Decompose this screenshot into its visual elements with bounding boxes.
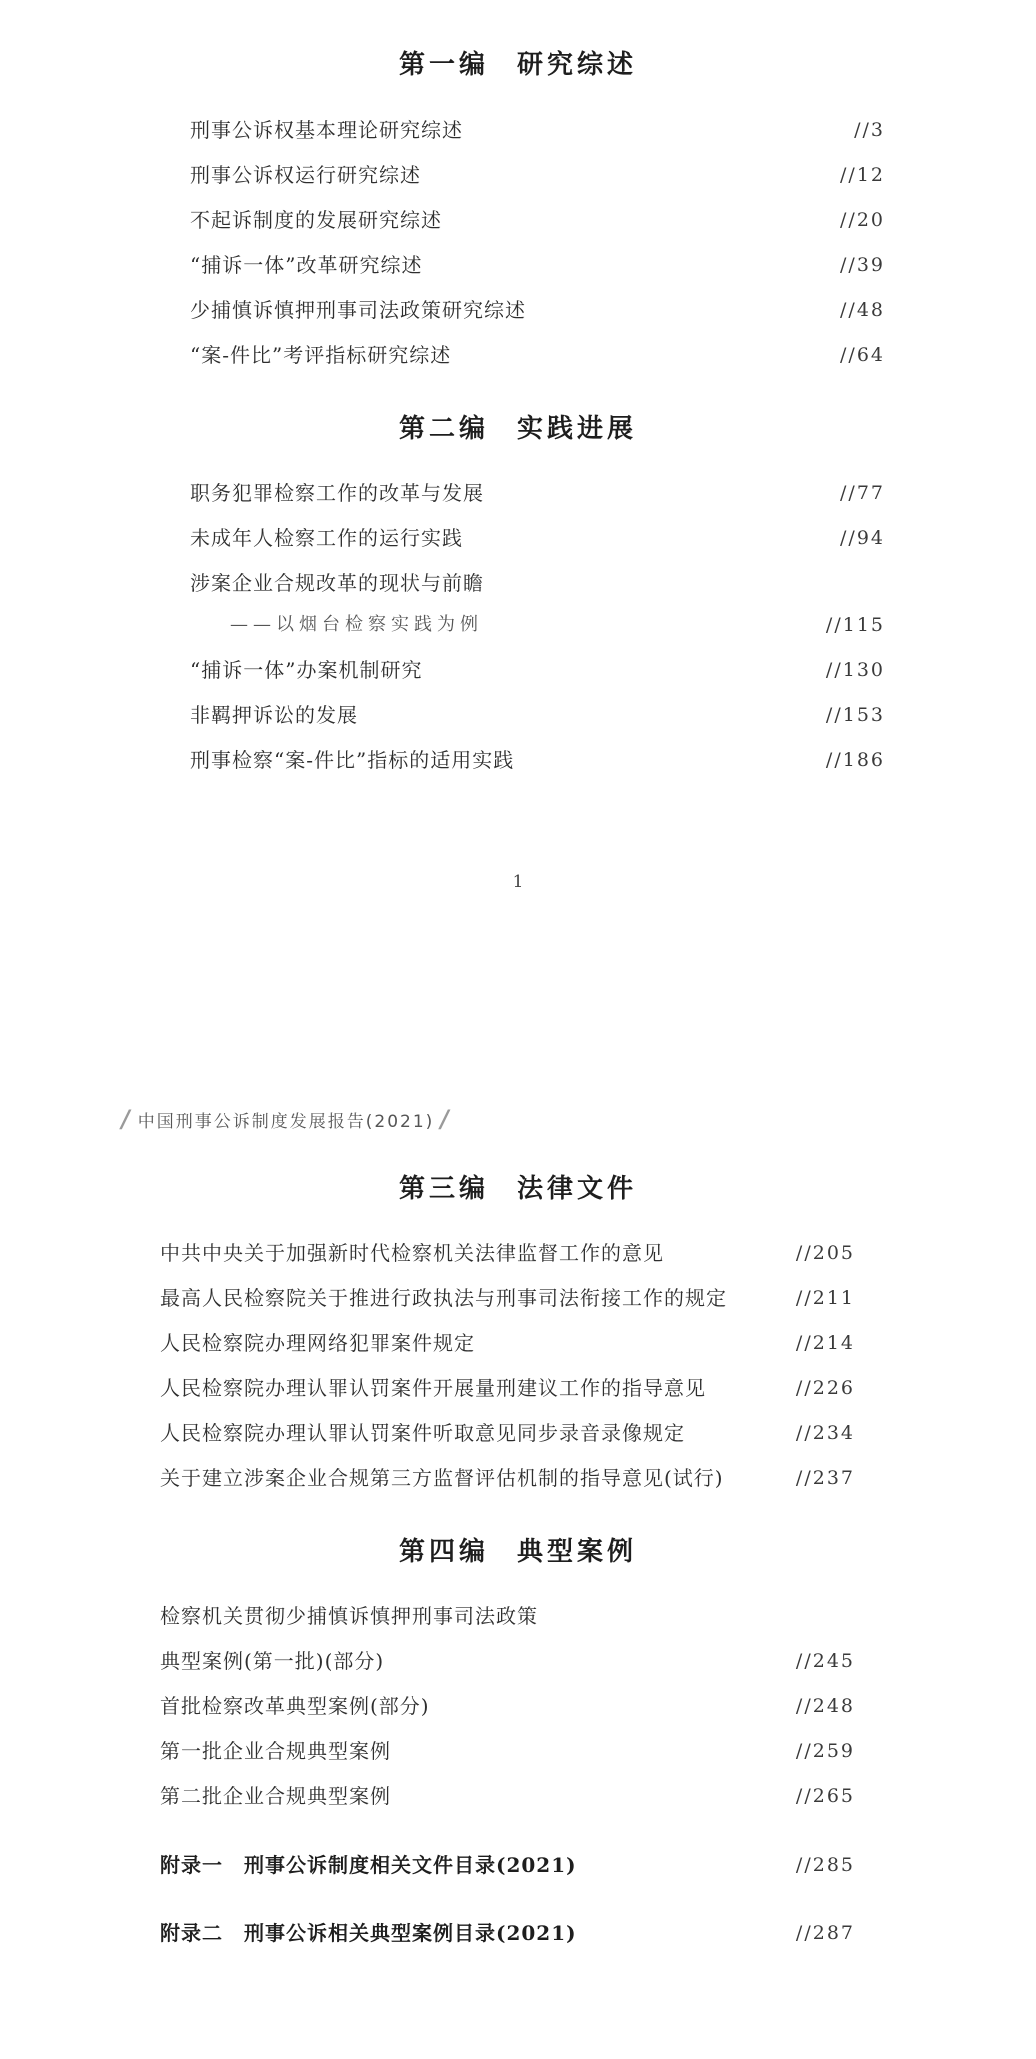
toc-entry[interactable]: [190, 745, 885, 775]
toc-entry[interactable]: [190, 160, 885, 190]
toc-page-1: [0, 0, 1036, 1020]
toc-entry-title: 刑事公诉权基本理论研究综述: [190, 118, 463, 142]
toc-entry-title: 检察机关贯彻少捕慎诉慎押刑事司法政策: [160, 1604, 538, 1628]
page-number: 1: [512, 872, 524, 892]
toc-entry-page: //12: [840, 164, 885, 186]
toc-entry-page: //234: [795, 1422, 855, 1444]
toc-entry[interactable]: [190, 523, 885, 553]
toc-entry-page: //186: [825, 749, 885, 771]
toc-entry[interactable]: [190, 700, 885, 730]
toc-entry-subtitle[interactable]: [190, 610, 885, 640]
toc-entry-title: 关于建立涉案企业合规第三方监督评估机制的指导意见(试行): [160, 1466, 724, 1490]
toc-entry-title: 人民检察院办理认罪认罚案件听取意见同步录音录像规定: [160, 1421, 685, 1445]
section-number: 第四编: [398, 1537, 489, 1567]
toc-entry-page: //245: [795, 1650, 855, 1672]
toc-entry-page: //94: [840, 527, 885, 549]
toc-entry-title: 人民检察院办理网络犯罪案件规定: [160, 1331, 475, 1355]
toc-entry-page: //205: [795, 1242, 855, 1264]
toc-entry[interactable]: [190, 568, 885, 598]
toc-entry-title: 首批检察改革典型案例(部分): [160, 1694, 430, 1718]
section-name: 典型案例: [517, 1537, 638, 1567]
running-header: [115, 1105, 457, 1133]
appendix-title: 附录二 刑事公诉相关典型案例目录(2021): [160, 1921, 577, 1945]
toc-entry-title: 第一批企业合规典型案例: [160, 1739, 391, 1763]
slash-mark-icon: /: [118, 1105, 135, 1133]
toc-entry[interactable]: [160, 1691, 855, 1721]
toc-entry-title: 第二批企业合规典型案例: [160, 1784, 391, 1808]
toc-entry-title: “捕诉一体”办案机制研究: [190, 658, 423, 682]
section-number: 第三编: [398, 1174, 489, 1204]
toc-entry[interactable]: [160, 1418, 855, 1448]
toc-entry-title: 非羁押诉讼的发展: [190, 703, 358, 727]
toc-entry-page: //20: [840, 209, 885, 231]
section-heading: [0, 1168, 1036, 1205]
toc-entry-title: “捕诉一体”改革研究综述: [190, 253, 423, 277]
section-heading: [0, 408, 1036, 445]
section-heading: [0, 1531, 1036, 1568]
section-number: 第二编: [398, 414, 489, 444]
toc-entry[interactable]: [190, 250, 885, 280]
section-number: 第一编: [398, 50, 489, 80]
toc-entry-page: //265: [795, 1785, 855, 1807]
section-name: 法律文件: [517, 1174, 638, 1204]
toc-entry-title: 典型案例(第一批)(部分): [160, 1649, 385, 1673]
toc-entry[interactable]: [190, 478, 885, 508]
toc-entry[interactable]: [160, 1238, 855, 1268]
toc-entry-title: 中共中央关于加强新时代检察机关法律监督工作的意见: [160, 1241, 664, 1265]
toc-entry[interactable]: [190, 205, 885, 235]
toc-entry-page: //214: [795, 1332, 855, 1354]
appendix-title: 附录一 刑事公诉制度相关文件目录(2021): [160, 1853, 577, 1877]
toc-entry-page: //77: [840, 482, 885, 504]
toc-entry[interactable]: [190, 115, 885, 145]
toc-entry-page: //259: [795, 1740, 855, 1762]
toc-entry-page: //3: [854, 119, 885, 141]
toc-entry-title: 不起诉制度的发展研究综述: [190, 208, 442, 232]
toc-entry-title: 涉案企业合规改革的现状与前瞻: [190, 571, 484, 595]
toc-entry[interactable]: [160, 1283, 855, 1313]
section-name: 研究综述: [517, 50, 638, 80]
toc-entry-page: //115: [825, 614, 885, 636]
toc-entry-title: 未成年人检察工作的运行实践: [190, 526, 463, 550]
toc-entry-title: 人民检察院办理认罪认罚案件开展量刑建议工作的指导意见: [160, 1376, 706, 1400]
toc-entry[interactable]: [160, 1463, 855, 1493]
toc-entry-page: //48: [840, 299, 885, 321]
running-header-text: 中国刑事公诉制度发展报告(2021): [137, 1112, 435, 1132]
toc-entry[interactable]: [160, 1646, 855, 1676]
toc-entry-title: 少捕慎诉慎押刑事司法政策研究综述: [190, 298, 526, 322]
toc-entry[interactable]: [160, 1781, 855, 1811]
toc-entry-page: //211: [795, 1287, 855, 1309]
toc-entry[interactable]: [190, 295, 885, 325]
toc-entry[interactable]: [160, 1601, 855, 1631]
toc-entry-page: //226: [795, 1377, 855, 1399]
toc-entry-page: //248: [795, 1695, 855, 1717]
appendix-page: //285: [795, 1854, 855, 1876]
appendix-entry[interactable]: [160, 1918, 855, 1948]
toc-entry-page: //153: [825, 704, 885, 726]
toc-entry[interactable]: [160, 1736, 855, 1766]
toc-entry-title: 职务犯罪检察工作的改革与发展: [190, 481, 484, 505]
toc-entry-page: //39: [840, 254, 885, 276]
toc-entry[interactable]: [160, 1328, 855, 1358]
toc-entry[interactable]: [190, 340, 885, 370]
toc-entry[interactable]: [160, 1373, 855, 1403]
toc-entry-page: //237: [795, 1467, 855, 1489]
toc-entry-title: 刑事公诉权运行研究综述: [190, 163, 421, 187]
toc-entry-title: 刑事检察“案-件比”指标的适用实践: [190, 748, 515, 772]
section-heading: [0, 44, 1036, 81]
toc-entry-title: 最高人民检察院关于推进行政执法与刑事司法衔接工作的规定: [160, 1286, 727, 1310]
appendix-entry[interactable]: [160, 1850, 855, 1880]
toc-entry-title: ——以烟台检察实践为例: [230, 614, 483, 635]
slash-mark-icon: /: [437, 1105, 454, 1133]
toc-entry-page: //64: [840, 344, 885, 366]
toc-page-2: [0, 1020, 1036, 2059]
appendix-page: //287: [795, 1922, 855, 1944]
section-name: 实践进展: [517, 414, 638, 444]
toc-entry-page: //130: [825, 659, 885, 681]
toc-entry[interactable]: [190, 655, 885, 685]
toc-entry-title: “案-件比”考评指标研究综述: [190, 343, 452, 367]
